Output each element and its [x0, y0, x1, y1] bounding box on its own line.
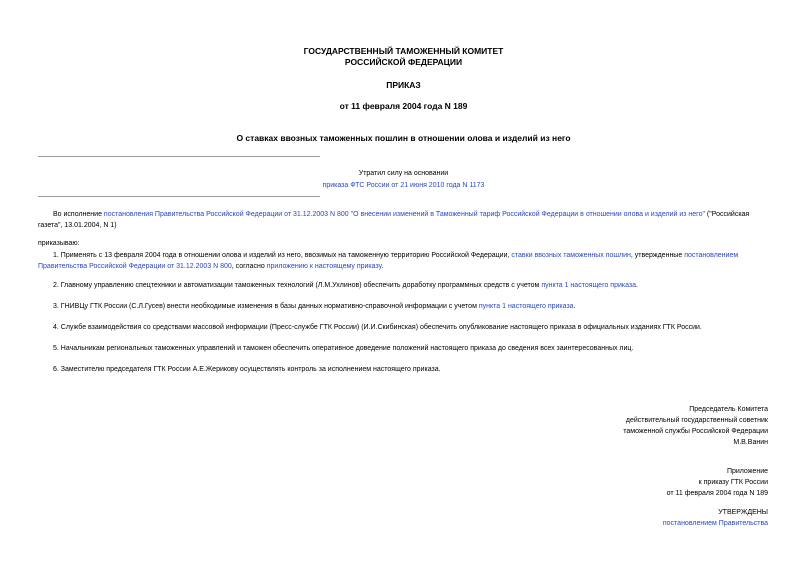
- order-word: приказываю:: [38, 240, 80, 247]
- item-2-clause-link[interactable]: пункта 1 настоящего приказа: [541, 282, 637, 289]
- duty-rates-link[interactable]: ставки ввозных таможенных пошлин: [511, 252, 631, 259]
- preamble-resolution-link[interactable]: постановления Правительства Российской Федерации от 31.12.2003 N 800 "О внесении изменений в Таможенный тариф Российской Федерации в отношении олова и изделий из него": [103, 211, 705, 218]
- divider-top: [38, 156, 320, 157]
- preamble: Во исполнение постановления Правительства Российской Федерации от 31.12.2003 N 800 "О внесении изменений в Таможенный тариф Российской Федерации в отношении олова и изделий из него" ("Российская газета", 13.01.2004, N 1): [38, 211, 750, 229]
- item-5: 5. Начальникам региональных таможенных управлений и таможен обеспечить оперативное доведение положений настоящего приказа до сведения всех заинтересованных лиц.: [53, 345, 634, 352]
- repeal-order-link[interactable]: приказа ФТС России от 21 июня 2010 года N 1173: [322, 182, 485, 189]
- item-6: 6. Заместителю председателя ГТК России А.Е.Жерикову осуществлять контроль за исполнением настоящего приказа.: [53, 366, 441, 373]
- approval-resolution-link[interactable]: постановлением Правительства: [662, 520, 768, 527]
- appendix-link[interactable]: приложению к настоящему приказу: [266, 263, 382, 270]
- item-2: 2. Главному управлению спецтехники и автоматизации таможенных технологий (Л.М.Ухлинов) обеспечить доработку программных средств с учетом пункта 1 настоящего приказа.: [53, 282, 638, 289]
- issuer-line-1: ГОСУДАРСТВЕННЫЙ ТАМОЖЕННЫЙ КОМИТЕТ: [303, 46, 504, 56]
- item-3: 3. ГНИВЦу ГТК России (С.Л.Гусев) внести необходимые изменения в базы данных нормативно-справочной информации с учетом пункта 1 настоящего приказа.: [53, 303, 576, 310]
- item-1: 1. Применять с 13 февраля 2004 года в отношении олова и изделий из него, ввозимых на таможенную территорию Российской Федерации, ставки ввозных таможенных пошлин, утвержденные постановлением Правительства Российской Федерации от 31.12.2003 N 800, согласно приложению к настоящему приказу.: [38, 252, 739, 270]
- document-type: ПРИКАЗ: [386, 80, 421, 90]
- document-title: О ставках ввозных таможенных пошлин в отношении олова и изделий из него: [236, 133, 571, 143]
- issuer-line-2: РОССИЙСКОЙ ФЕДЕРАЦИИ: [344, 57, 463, 67]
- resolution-link[interactable]: постановлением Правительства Российской Федерации от 31.12.2003 N 800: [38, 252, 739, 270]
- appendix-heading: Приложение к приказу ГТК России от 11 февраля 2004 года N 189: [666, 468, 768, 497]
- divider-bottom: [38, 196, 320, 197]
- item-4: 4. Службе взаимодействия со средствами массовой информации (Пресс-службе ГТК России) (И.И.Скибинская) обеспечить опубликование настоящего приказа в официальных изданиях ГТК России.: [53, 324, 702, 331]
- document-date-number: от 11 февраля 2004 года N 189: [339, 101, 468, 111]
- status-note-text: Утратил силу на основании: [358, 170, 449, 177]
- item-3-clause-link[interactable]: пункта 1 настоящего приказа: [478, 303, 574, 310]
- signature-block: Председатель Комитета действительный государственный советник таможенной службы Российской Федерации М.В.Ванин: [623, 406, 768, 446]
- approval-block: УТВЕРЖДЕНЫ постановлением Правительства: [662, 509, 768, 527]
- status-note: [300, 168, 507, 192]
